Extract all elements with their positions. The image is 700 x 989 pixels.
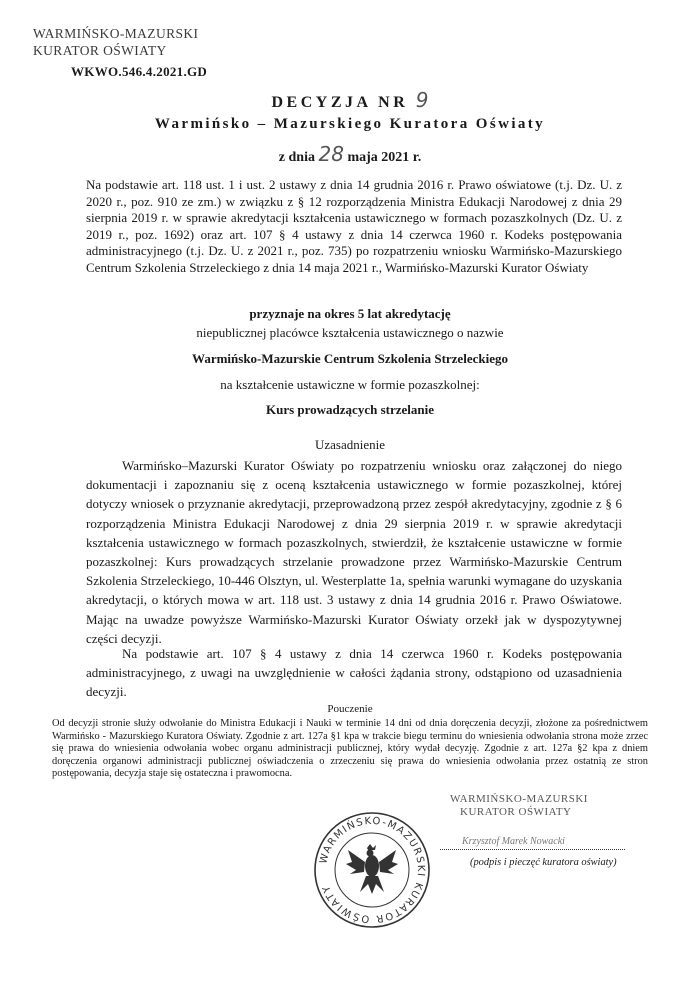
legal-basis-paragraph: Na podstawie art. 118 ust. 1 i ust. 2 ustawy z dnia 14 grudnia 2016 r. Prawo oświatowe (t.j. Dz. U. z 2020 r., poz. 910 ze zm.) w związku z § 12 rozporządzenia Ministra Edukacji Narodowej z dnia 29 sierpnia 2019 r. w sprawie akredytacji kształcenia ustawicznego w formach pozaszkolnych (Dz. U. z 2019 r., poz. 1692) oraz art. 107 § 4 ustawy z dnia 14 czerwca 1960 r. Kodeks postępowania administracyjnego (t.j. Dz. U. z 2021 r., poz. 735) po rozpatrzeniu wniosku Warmińsko-Mazurskiego Centrum Szkolenia Strzeleckiego z dnia 14 maja 2021 r., Warmińsko-Mazurski Kurator Oświaty: [86, 177, 622, 275]
justification-heading: Uzasadnienie: [314, 437, 386, 452]
grant-line-3: na kształcenie ustawiczne w formie pozaszkolnej:: [220, 377, 480, 392]
course-name: Kurs prowadzących strzelanie: [265, 402, 435, 417]
date-suffix: maja 2021 r.: [347, 150, 422, 165]
signature-stamp: [450, 793, 588, 819]
title-prefix: DECYZJA NR: [271, 94, 409, 111]
signature-stamp-line-2: KURATOR OŚWIATY: [460, 806, 572, 818]
decision-title: [0, 88, 700, 112]
signature-line: [440, 849, 625, 850]
date-prefix: z dnia: [278, 150, 315, 165]
signature-caption: (podpis i pieczęć kuratora oświaty): [470, 857, 617, 868]
eagle-emblem-icon: [346, 844, 398, 894]
org-line-1: WARMIŃSKO-MAZURSKI: [33, 26, 199, 41]
signer-name: Krzysztof Marek Nowacki: [462, 836, 565, 847]
institution-name: Warmińsko-Mazurskie Centrum Szkolenia Strzeleckiego: [192, 351, 508, 366]
decision-number: 9: [415, 88, 429, 112]
justification-paragraph-1: Warmińsko–Mazurski Kurator Oświaty po rozpatrzeniu wniosku oraz załączonej do niego dokumentacji i zapoznaniu się z oceną kształcenia ustawicznego w formie pozaszkolnej, której dotyczy wniosek o przyznanie akredytacji, przeprowadzoną przez zespół akredytacyjny, zgodnie z § 6 rozporządzenia Ministra Edukacji Narodowej z dnia 29 sierpnia 2019 r. w sprawie akredytacji kształcenia ustawicznego w formach pozaszkolnych, stwierdził, że kształcenie ustawiczne w formie pozaszkolnej: Kurs prowadzących strzelanie prowadzone przez Warmińsko-Mazurskie Centrum Szkolenia Strzeleckiego, 10-446 Olsztyn, ul. Westerplatte 1a, spełnia warunki wymagane do uzyskania akredytacji, o których mowa w art. 118 ust. 3 ustawy z dnia 14 grudnia 2016 r. Prawo Oświatowe. Mając na uwadze powyższe Warmińsko-Mazurski Kurator Oświaty orzekł jak w dyspozytywnej części decyzji.: [86, 458, 622, 646]
reference-number: WKWO.546.4.2021.GD: [71, 64, 208, 79]
grant-line-2: niepublicznej placówce kształcenia ustawicznego o nazwie: [196, 325, 504, 340]
signature-stamp-line-1: WARMIŃSKO-MAZURSKI: [450, 793, 588, 805]
grant-line-1: przyznaje na okres 5 lat akredytację: [249, 306, 451, 321]
instruction-heading: Pouczenie: [327, 703, 373, 715]
official-seal: [312, 810, 432, 930]
seal-ring-text: WARMIŃSKO-MAZURSKI KURATOR OŚWIATY: [318, 815, 427, 925]
issuer: Warmińsko – Mazurskiego Kuratora Oświaty: [154, 116, 546, 132]
org-line-2: KURATOR OŚWIATY: [33, 43, 167, 58]
instruction-text: Od decyzji stronie służy odwołanie do Ministra Edukacji i Nauki w terminie 14 dni od dnia doręczenia decyzji, złożone za pośrednictwem Warmińsko - Mazurskiego Kuratora Oświaty. Zgodnie z art. 127a §1 kpa w trakcie biegu terminu do wniesienia odwołania strona może zrzec się prawa do wniesienia odwołania wobec organu administracji publicznej, który wydał decyzję. Zgodnie z art. 127a §2 kpa z dniem doręczenia organowi administracji publicznej oświadczenia o zrzeczeniu się prawa do wniesienia odwołania przez ostatnią ze stron postępowania, decyzja staje się ostateczna i prawomocna.: [52, 718, 648, 780]
date-day: 28: [318, 142, 344, 166]
decision-date: [0, 142, 700, 166]
header-org-stamp: [33, 25, 198, 59]
justification-paragraph-2: Na podstawie art. 107 § 4 ustawy z dnia 14 czerwca 1960 r. Kodeks postępowania administracyjnego, z uwagi na uwzględnienie w całości żądania strony, odstąpiono od uzasadnienia decyzji.: [86, 646, 622, 700]
